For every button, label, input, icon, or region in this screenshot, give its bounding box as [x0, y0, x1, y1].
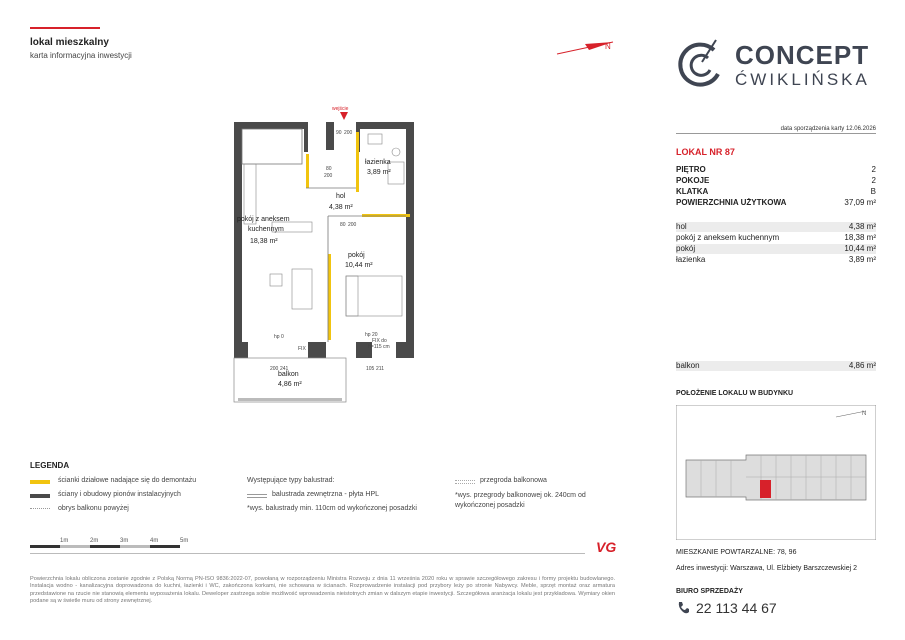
svg-text:200: 200 [324, 173, 333, 179]
legend-item: obrys balkonu powyżej [58, 505, 129, 512]
room-row: pokój 10,44 m² [676, 244, 876, 253]
prop-row: POWIERZCHNIA UŻYTKOWA 37,09 m² [676, 198, 876, 207]
svg-text:4,86 m²: 4,86 m² [278, 381, 302, 388]
legend-swatch-walls [30, 494, 50, 498]
svg-text:3,89 m²: 3,89 m² [367, 169, 391, 176]
prop-row: PIĘTRO 2 [676, 165, 876, 174]
scale-bar [30, 545, 180, 548]
legend-swatch-demountable [30, 480, 50, 484]
room-row: hol 4,38 m² [676, 222, 876, 231]
legend-swatch-balcony [30, 508, 50, 509]
prop-row: POKOJE 2 [676, 176, 876, 185]
svg-text:241: 241 [280, 366, 289, 372]
vg-logo: VG [596, 539, 617, 555]
brand-name: CONCEPT [735, 40, 870, 70]
balustrade-item: balustrada zewnętrzna - płyta HPL [272, 491, 379, 498]
balustrade-note: *wys. balustrady min. 110cm od wykończonej posadzki [247, 505, 417, 512]
svg-text:hp 20: hp 20 [365, 332, 378, 338]
legend-swatch-balustrade [247, 494, 267, 498]
svg-text:hp 0: hp 0 [274, 334, 284, 340]
svg-text:N: N [605, 42, 611, 51]
address: Adres inwestycji: Warszawa, Ul. Elżbiety Barszczewskiej 2 [676, 565, 858, 572]
svg-text:4,38 m²: 4,38 m² [329, 204, 353, 211]
svg-text:wejście: wejście [332, 106, 349, 112]
svg-text:h=115 cm: h=115 cm [368, 344, 390, 350]
room-row: łazienka 3,89 m² [676, 255, 876, 264]
svg-text:N: N [862, 411, 867, 417]
unit-highlight [760, 480, 771, 498]
separator-line [30, 553, 585, 554]
svg-text:200: 200 [344, 130, 353, 136]
phone-number[interactable]: 22 113 44 67 [696, 600, 777, 616]
svg-text:łazienka: łazienka [365, 159, 391, 166]
legend-swatch-partition [455, 480, 475, 484]
footer-disclaimer: Powierzchnia lokalu obliczona zostanie zgodnie z Polską Normą PN-ISO 9836:2022-07, powołaną w rozporządzeniu Ministra Rozwoju z dnia 11 września 2020 roku w sprawie szczegółowego zakresu i formy projektu budowlanego. Instalacja wodno - kanalizacyjna doprowadzona do kuchni, łazienki i WC, zakończona korkami, nie schowana w ścianach. Rozprowadzenie instalacji pod przybory leży po stronie Nabywcy. Meble, sprzęt montaż oraz armatura przedstawione na rzucie nie stanowią elementu wyposażenia lokalu. Deweloper zastrzega sobie możliwość wprowadzenia nieistotnych zmian w dalszym etapie inwestycji. Szczegółowa aranżacja lokalu jest przykładowa. Wymiary okien podane są w świetle muru od strony zewnętrznej. [30, 576, 615, 604]
page-title: lokal mieszkalny [30, 37, 109, 48]
svg-text:kuchennym: kuchennym [248, 226, 284, 233]
partition-note: *wys. przegrody balkonowej ok. 240cm od wykończonej posadzki [455, 492, 586, 509]
partition-item: przegroda balkonowa [480, 477, 547, 484]
floor-plan [228, 104, 428, 410]
scale-label: 1m [60, 538, 69, 544]
room-row: pokój z aneksem kuchennym 18,38 m² [676, 233, 876, 242]
legend-title: LEGENDA [30, 461, 70, 470]
svg-text:211: 211 [376, 366, 384, 372]
svg-text:pokój: pokój [348, 252, 365, 259]
legend-item: ścianki działowe nadające się do demontażu [58, 477, 197, 484]
svg-text:hol: hol [336, 193, 346, 200]
building-location-plan [676, 405, 876, 540]
balustrade-title: Występujące typy balustrad: [247, 477, 335, 484]
balcony-row: balkon 4,86 m² [676, 361, 876, 370]
svg-text:200: 200 [270, 366, 279, 372]
card-divider [676, 133, 876, 134]
date-label: data sporządzenia karty 12.06.2026 [780, 126, 876, 132]
north-arrow-icon [555, 38, 617, 58]
scale-label: 5m [180, 538, 189, 544]
location-title: POŁOŻENIE LOKALU W BUDYNKU [676, 390, 794, 397]
unit-label: LOKAL NR 87 [676, 147, 735, 157]
svg-text:FIX: FIX [298, 346, 306, 352]
svg-text:90: 90 [336, 130, 342, 136]
svg-text:10,44 m²: 10,44 m² [345, 262, 373, 269]
svg-text:80: 80 [340, 222, 346, 228]
svg-text:80: 80 [326, 166, 332, 172]
svg-text:105: 105 [366, 366, 375, 372]
header-accent-line [30, 27, 100, 29]
page-subtitle: karta informacyjna inwestycji [30, 51, 132, 60]
scale-label: 2m [90, 538, 99, 544]
prop-row: KLATKA B [676, 187, 876, 196]
svg-text:18,38 m²: 18,38 m² [250, 238, 278, 245]
brand-location: ĆWIKLIŃSKA [735, 70, 870, 89]
office-title: BIURO SPRZEDAŻY [676, 588, 743, 595]
svg-text:pokój z aneksem: pokój z aneksem [237, 216, 290, 223]
concept-logo-icon [672, 36, 728, 92]
phone-icon [676, 601, 690, 615]
svg-text:balkon: balkon [278, 371, 299, 378]
svg-text:200: 200 [348, 222, 357, 228]
scale-label: 4m [150, 538, 159, 544]
scale-label: 3m [120, 538, 129, 544]
legend-item: ściany i obudowy pionów instalacyjnych [58, 491, 181, 498]
similar-units: MIESZKANIE POWTARZALNE: 78, 96 [676, 549, 797, 556]
svg-text:FIX do: FIX do [372, 338, 387, 344]
